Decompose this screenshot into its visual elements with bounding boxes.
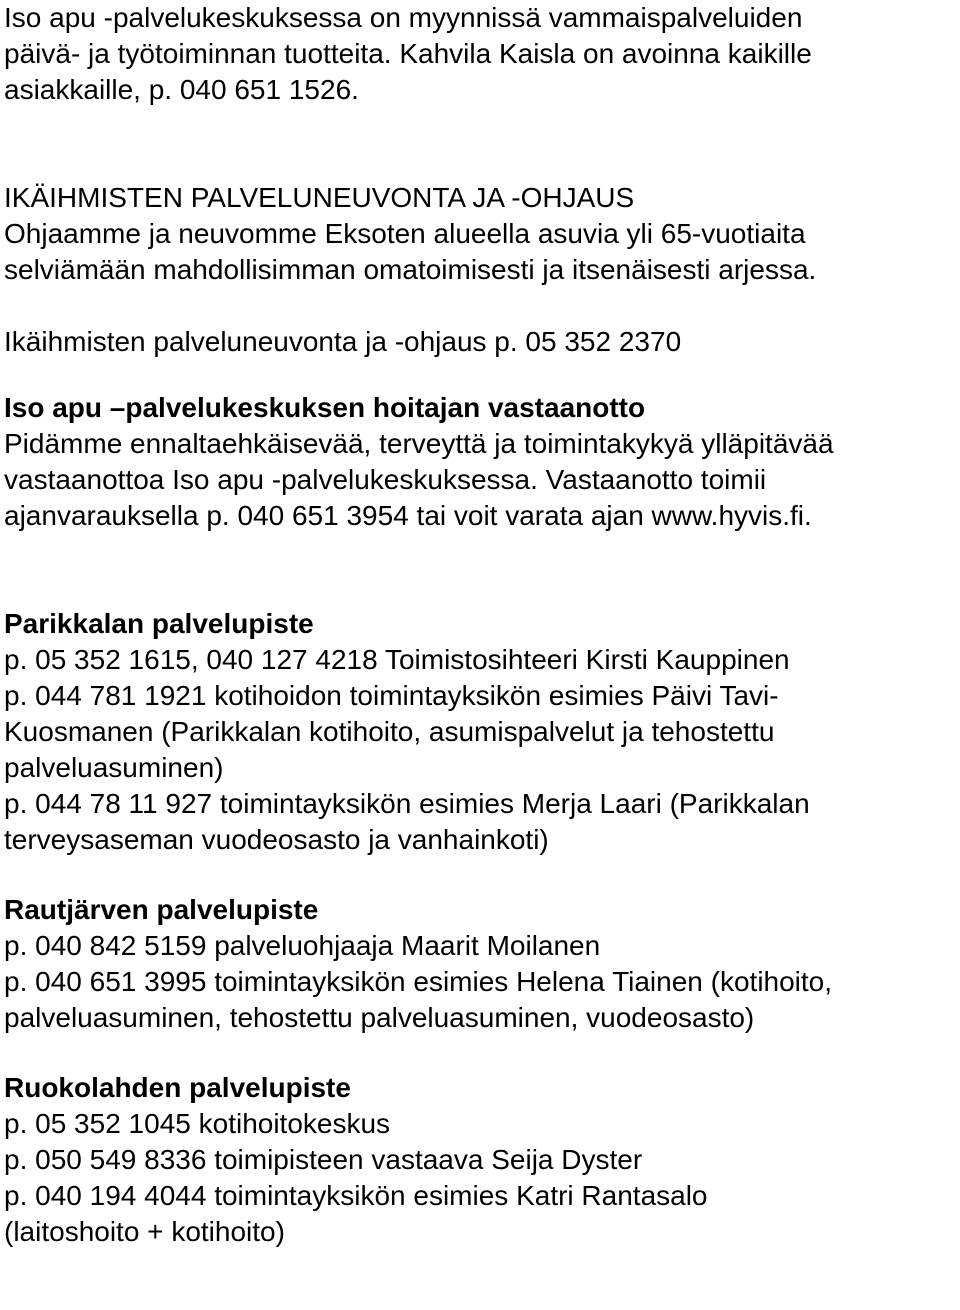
contact-line: p. 044 78 11 927 toimintayksikön esimies Merja Laari (Parikkalan [4, 788, 810, 819]
ruokolahti-section [4, 1070, 956, 1250]
contact-line: p. 05 352 1615, 040 127 4218 Toimistosihteeri Kirsti Kauppinen [4, 644, 790, 675]
contact-line: p. 040 842 5159 palveluohjaaja Maarit Moilanen [4, 930, 601, 961]
contact-line: (laitoshoito + kotihoito) [4, 1216, 285, 1247]
intro-line: asiakkaille, p. 040 651 1526. [4, 74, 359, 105]
contact-line: palveluasuminen) [4, 752, 224, 783]
contact-line: terveysaseman vuodeosasto ja vanhainkoti) [4, 824, 549, 855]
contact-line: palveluasuminen, tehostettu palveluasuminen, vuodeosasto) [4, 1002, 755, 1033]
body-line: ajanvarauksella p. 040 651 3954 tai voit varata ajan www.hyvis.fi. [4, 500, 812, 531]
body-line: vastaanottoa Iso apu -palvelukeskuksessa. Vastaanotto toimii [4, 464, 767, 495]
section-heading: Iso apu –palvelukeskuksen hoitajan vastaanotto [4, 392, 646, 423]
phone-line: Ikäihmisten palveluneuvonta ja -ohjaus p. 05 352 2370 [4, 326, 682, 357]
section-heading: Ruokolahden palvelupiste [4, 1072, 351, 1103]
section-heading: IKÄIHMISTEN PALVELUNEUVONTA JA -OHJAUS [4, 182, 635, 213]
nurse-reception-section [4, 390, 956, 534]
contact-line: p. 040 651 3995 toimintayksikön esimies Helena Tiainen (kotihoito, [4, 966, 833, 997]
intro-line: päivä- ja työtoiminnan tuotteita. Kahvila Kaisla on avoinna kaikille [4, 38, 812, 69]
intro-line: Iso apu -palvelukeskuksessa on myynnissä vammaispalveluiden [4, 2, 803, 33]
parikkala-section [4, 606, 956, 858]
contact-line: p. 044 781 1921 kotihoidon toimintayksikön esimies Päivi Tavi- [4, 680, 779, 711]
contact-line: p. 05 352 1045 kotihoitokeskus [4, 1108, 391, 1139]
rautjarvi-section [4, 892, 956, 1036]
body-line: Ohjaamme ja neuvomme Eksoten alueella asuvia yli 65-vuotiaita [4, 218, 806, 249]
intro-section [4, 0, 956, 108]
body-line: selviämään mahdollisimman omatoimisesti ja itsenäisesti arjessa. [4, 254, 817, 285]
contact-line: p. 040 194 4044 toimintayksikön esimies Katri Rantasalo [4, 1180, 708, 1211]
body-line: Pidämme ennaltaehkäisevää, terveyttä ja toimintakykyä ylläpitävää [4, 428, 834, 459]
contact-line: p. 050 549 8336 toimipisteen vastaava Seija Dyster [4, 1144, 643, 1175]
section-heading: Parikkalan palvelupiste [4, 608, 314, 639]
section-heading: Rautjärven palvelupiste [4, 894, 319, 925]
document-page [4, 0, 956, 1250]
contact-line: Kuosmanen (Parikkalan kotihoito, asumispalvelut ja tehostettu [4, 716, 775, 747]
elderly-guidance-section [4, 180, 956, 360]
